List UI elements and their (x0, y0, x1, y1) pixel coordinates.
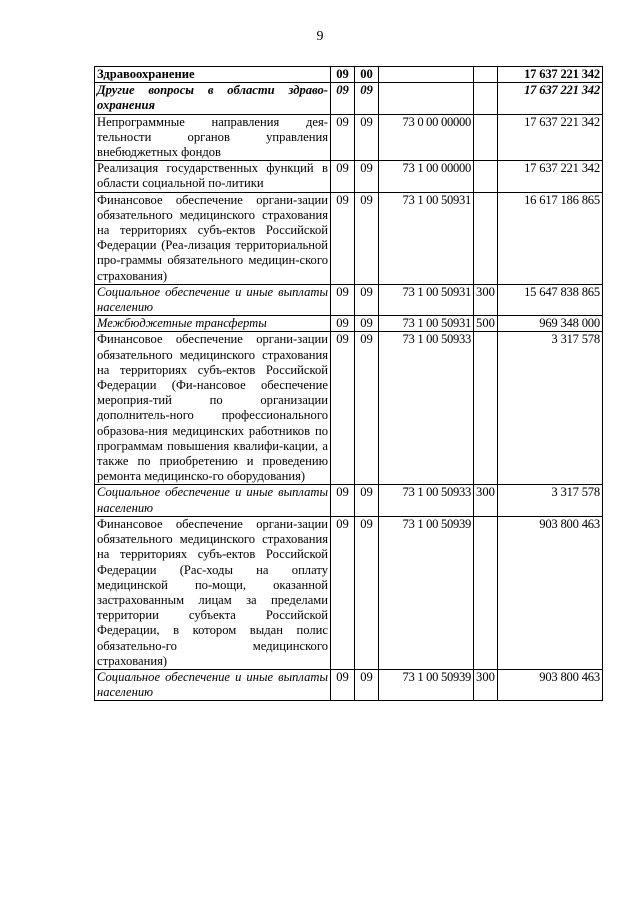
target-article-cell: 73 1 00 50931 (379, 192, 474, 284)
amount-cell: 17 637 221 342 (498, 161, 603, 192)
subsection-code-cell: 09 (355, 83, 379, 114)
expense-type-cell: 300 (474, 284, 498, 315)
target-article-cell (379, 83, 474, 114)
subsection-code-cell: 09 (355, 332, 379, 485)
subsection-code-cell: 09 (355, 316, 379, 332)
amount-cell: 3 317 578 (498, 485, 603, 516)
section-code-cell: 09 (331, 332, 355, 485)
expense-type-cell (474, 67, 498, 83)
table-row (95, 669, 603, 700)
row-name-cell: Другие вопросы в области здраво-охранения (95, 83, 331, 114)
expense-type-cell (474, 83, 498, 114)
budget-table (94, 66, 603, 701)
row-name-cell: Финансовое обеспечение органи-зации обязательного медицинского страхования на территориях субъ-ектов Российской Федерации (Фи-нансовое обеспечение мероприя-тий по организации дополнитель-ного профессионального образова-ния медицинских работников по программам повышения квалифи-кации, а также по приобретению и проведению ремонта медицинско-го оборудования) (95, 332, 331, 485)
expense-type-cell (474, 161, 498, 192)
page-number: 9 (316, 29, 324, 44)
expense-type-cell (474, 114, 498, 161)
row-name-cell: Межбюджетные трансферты (95, 316, 331, 332)
amount-cell: 17 637 221 342 (498, 83, 603, 114)
amount-cell: 969 348 000 (498, 316, 603, 332)
expense-type-cell (474, 516, 498, 669)
row-name-cell: Социальное обеспечение и иные выплаты населению (95, 669, 331, 700)
table-row (95, 316, 603, 332)
section-code-cell: 09 (331, 67, 355, 83)
section-code-cell: 09 (331, 284, 355, 315)
table-row (95, 332, 603, 485)
subsection-code-cell: 09 (355, 284, 379, 315)
section-code-cell: 09 (331, 192, 355, 284)
subsection-code-cell: 09 (355, 192, 379, 284)
row-name-cell: Финансовое обеспечение органи-зации обязательного медицинского страхования на территориях субъ-ектов Российской Федерации (Рас-ходы на оплату медицинской по-мощи, оказанной застрахованным лицам за пределами территории субъекта Российской Федерации, в котором выдан полис обязательно-го медицинского страхования) (95, 516, 331, 669)
target-article-cell: 73 0 00 00000 (379, 114, 474, 161)
section-code-cell: 09 (331, 114, 355, 161)
table-row (95, 516, 603, 669)
section-code-cell: 09 (331, 516, 355, 669)
subsection-code-cell: 09 (355, 161, 379, 192)
row-name-cell: Непрограммные направления дея-тельности органов управления внебюджетных фондов (95, 114, 331, 161)
section-code-cell: 09 (331, 485, 355, 516)
target-article-cell: 73 1 00 50931 (379, 316, 474, 332)
amount-cell: 17 637 221 342 (498, 114, 603, 161)
table-row (95, 161, 603, 192)
target-article-cell: 73 1 00 50939 (379, 516, 474, 669)
section-code-cell: 09 (331, 83, 355, 114)
subsection-code-cell: 09 (355, 485, 379, 516)
amount-cell: 903 800 463 (498, 516, 603, 669)
table-row (95, 114, 603, 161)
target-article-cell: 73 1 00 50933 (379, 485, 474, 516)
expense-type-cell: 300 (474, 485, 498, 516)
target-article-cell: 73 1 00 50939 (379, 669, 474, 700)
target-article-cell: 73 1 00 50933 (379, 332, 474, 485)
amount-cell: 3 317 578 (498, 332, 603, 485)
table-row (95, 192, 603, 284)
amount-cell: 16 617 186 865 (498, 192, 603, 284)
row-name-cell: Здравоохранение (95, 67, 331, 83)
budget-table-body (95, 67, 603, 701)
subsection-code-cell: 09 (355, 669, 379, 700)
section-code-cell: 09 (331, 161, 355, 192)
target-article-cell (379, 67, 474, 83)
subsection-code-cell: 00 (355, 67, 379, 83)
table-row (95, 83, 603, 114)
expense-type-cell: 300 (474, 669, 498, 700)
expense-type-cell (474, 192, 498, 284)
amount-cell: 17 637 221 342 (498, 67, 603, 83)
subsection-code-cell: 09 (355, 114, 379, 161)
section-code-cell: 09 (331, 669, 355, 700)
expense-type-cell: 500 (474, 316, 498, 332)
subsection-code-cell: 09 (355, 516, 379, 669)
table-row (95, 284, 603, 315)
amount-cell: 15 647 838 865 (498, 284, 603, 315)
row-name-cell: Финансовое обеспечение органи-зации обязательного медицинского страхования на территориях субъ-ектов Российской Федерации (Реа-лизация территориальной про-граммы обязательного медицин-ского страхования) (95, 192, 331, 284)
row-name-cell: Реализация государственных функций в области социальной по-литики (95, 161, 331, 192)
table-row (95, 485, 603, 516)
amount-cell: 903 800 463 (498, 669, 603, 700)
section-code-cell: 09 (331, 316, 355, 332)
row-name-cell: Социальное обеспечение и иные выплаты населению (95, 485, 331, 516)
target-article-cell: 73 1 00 50931 (379, 284, 474, 315)
table-row (95, 67, 603, 83)
expense-type-cell (474, 332, 498, 485)
row-name-cell: Социальное обеспечение и иные выплаты населению (95, 284, 331, 315)
target-article-cell: 73 1 00 00000 (379, 161, 474, 192)
